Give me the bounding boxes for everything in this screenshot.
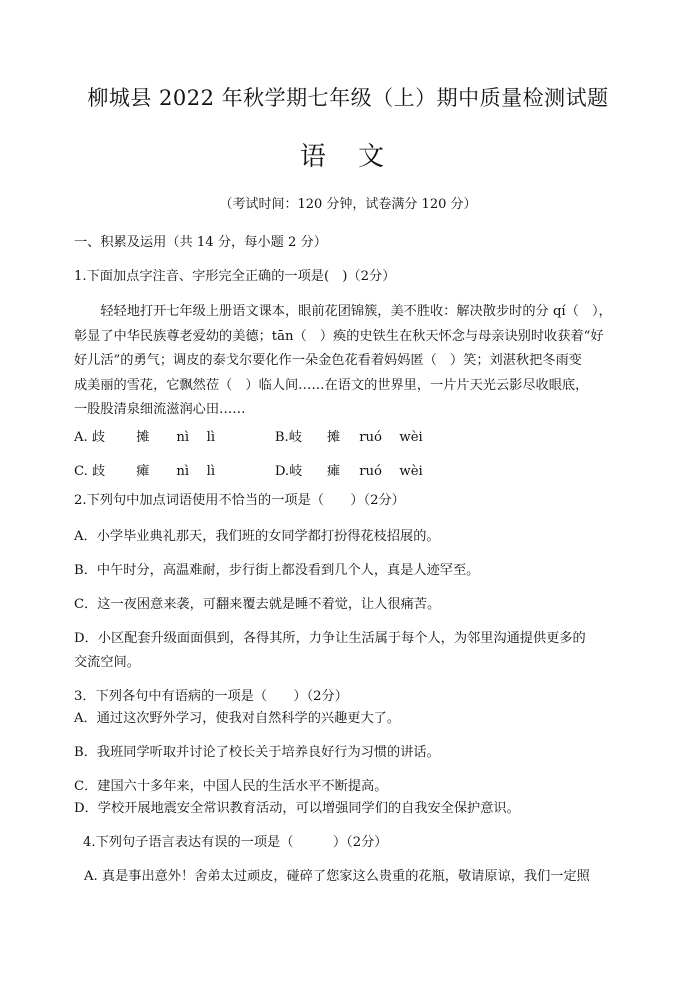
question-3-stem: 3．下列各句中有语病的一项是（ ）（2分） (74, 689, 348, 704)
option-c-letter: C. 歧 (74, 464, 106, 479)
option-d-word-3: ruó (359, 464, 382, 479)
page-title: 柳城县 2022 年秋学期七年级（上）期中质量检测试题 (87, 86, 609, 110)
passage-line: 成美丽的雪花，它飘然莅（ ）临人间……在语文的世界里，一片片天光云影尽收眼底， (74, 377, 589, 393)
question-2-option-b: B．中午时分，高温难耐，步行街上都没看到几个人，真是人迹罕至。 (74, 563, 480, 578)
question-2-option-d-continued: 交流空间。 (74, 655, 140, 670)
question-1-passage (74, 300, 634, 423)
passage-line: 彰显了中华民族尊老爱幼的美德；tān（ ）痪的史铁生在秋天怀念与母亲诀别时收获着“好 (74, 328, 604, 344)
option-d-letter: D.岐 (274, 464, 303, 479)
question-2-stem: 2.下列句中加点词语使用不恰当的一项是（ ）（2分） (74, 493, 405, 508)
question-2-option-c: C．这一夜困意来袭，可翻来覆去就是睡不着觉，让人很痛苦。 (74, 597, 441, 612)
question-1-options-row-1 (74, 426, 439, 445)
option-a-word-3: nì (176, 430, 190, 445)
option-a-word-2: 摊 (136, 430, 150, 445)
option-a-word-4: lì (206, 430, 216, 445)
subject-title: 语 文 (299, 142, 397, 172)
exam-info: （考试时间：120 分钟，试卷满分 120 分） (219, 197, 477, 212)
section-heading: 一、积累及运用（共 14 分，每小题 2 分） (74, 235, 327, 250)
option-b-word-2: 摊 (327, 430, 341, 445)
option-a-letter: A. 歧 (74, 430, 106, 445)
question-1-stem: 1.下面加点字注音、字形完全正确的一项是( )（2分） (74, 269, 396, 284)
question-3-option-b: B．我班同学听取并讨论了校长关于培养良好行为习惯的讲话。 (74, 745, 440, 760)
option-b-word-4: wèi (399, 430, 423, 445)
passage-line: 轻轻地打开七年级上册语文课本，眼前花团锦簇，美不胜收：解决散步时的分 qí（ ）， (74, 304, 612, 319)
option-b-letter: B.岐 (274, 430, 302, 445)
question-3-option-a: A．通过这次野外学习，使我对自然科学的兴趣更大了。 (74, 711, 401, 726)
question-4-option-a: A. 真是事出意外！舍弟太过顽皮，碰碎了您家这么贵重的花瓶，敬请原谅，我们一定照 (84, 869, 590, 884)
option-c-word-2: 瘫 (136, 464, 150, 479)
passage-line: 好儿活”的勇气；调皮的泰戈尔要化作一朵金色花看着妈妈匿（ ）笑；刘湛秋把冬雨变 (74, 353, 582, 368)
question-3-option-d: D．学校开展地震安全常识教育活动，可以增强同学们的自我安全保护意识。 (74, 801, 520, 816)
question-4-stem: 4.下列句子语言表达有误的一项是（ ）（2分） (83, 835, 388, 850)
question-1-options-row-2 (74, 460, 439, 479)
question-2-option-a: A．小学毕业典礼那天，我们班的女同学都打扮得花枝招展的。 (74, 529, 440, 544)
option-d-word-2: 瘫 (327, 464, 341, 479)
option-b-word-3: ruó (359, 430, 382, 445)
option-d-word-4: wèi (399, 464, 423, 479)
option-c-word-4: lì (206, 464, 216, 479)
question-2-option-d: D．小区配套升级面面俱到，各得其所，力争让生活属于每个人，为邻里沟通提供更多的 (74, 631, 586, 646)
passage-line: 一股股清泉细流滋润心田…… (74, 402, 246, 417)
question-3-option-c: C．建国六十多年来，中国人民的生活水平不断提高。 (74, 779, 388, 794)
option-c-word-3: nì (176, 464, 190, 479)
